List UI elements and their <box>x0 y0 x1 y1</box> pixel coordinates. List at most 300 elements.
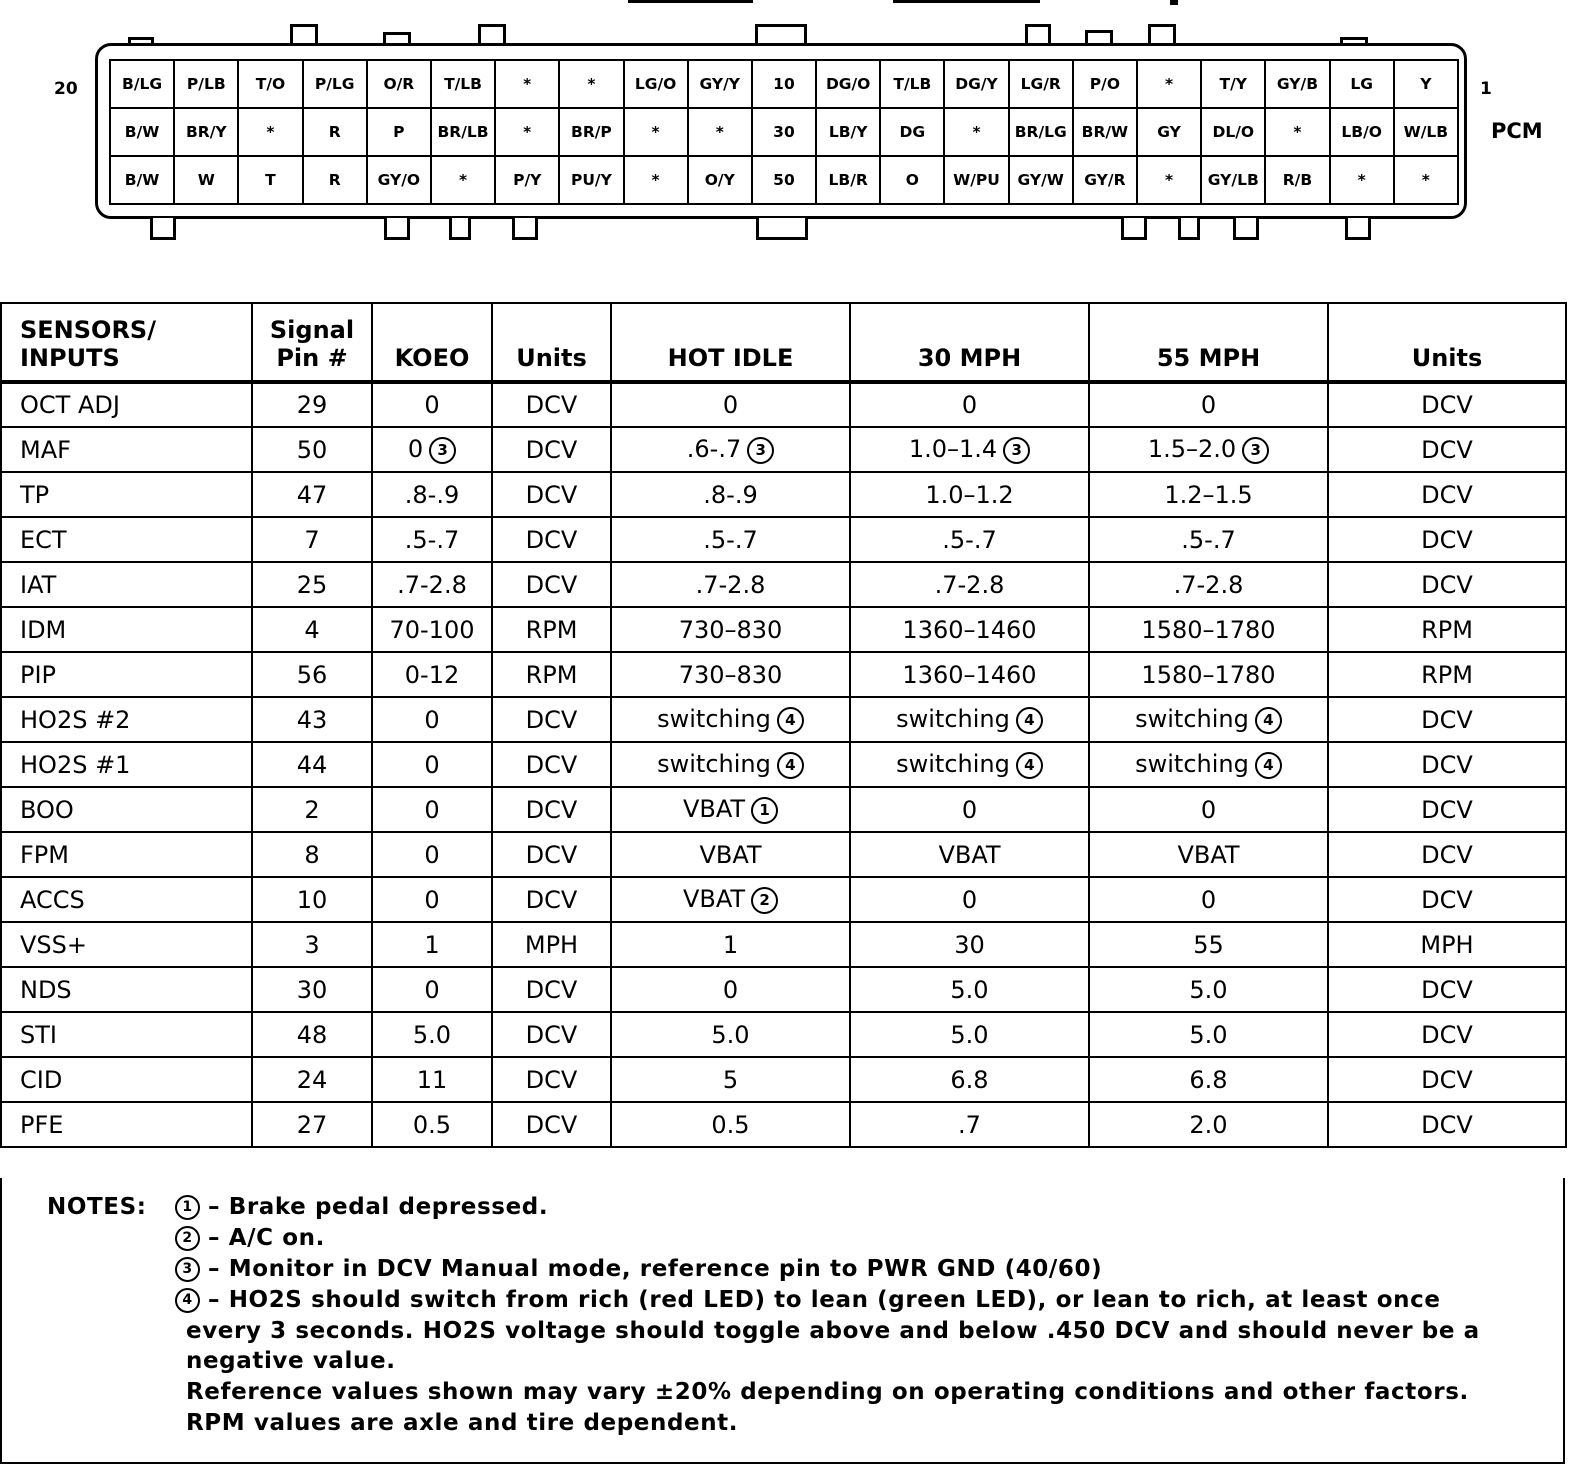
signal-pin-cell <box>252 607 372 652</box>
signal-pin: 30 <box>296 975 328 1004</box>
sensor-name-cell <box>1 562 252 607</box>
units: DCV <box>1421 1065 1473 1094</box>
koeo-value-cell <box>372 922 492 967</box>
mph55-value-cell <box>1089 517 1328 562</box>
connector-pin: BR/W <box>1074 109 1138 157</box>
connector-pin: P/Y <box>496 157 560 205</box>
table-row <box>1 922 1566 967</box>
note-ref-icon: 4 <box>1016 707 1043 734</box>
koeo-value-cell <box>372 1012 492 1057</box>
hot-idle-value-cell <box>611 472 850 517</box>
header-pin <box>252 303 372 382</box>
hot-idle-value: 0.5 <box>711 1110 750 1139</box>
mph30-value: switching <box>896 750 1010 779</box>
units-cell <box>492 1057 611 1102</box>
sensor-name-cell <box>1 517 252 562</box>
mph30-value: 5.0 <box>950 975 989 1004</box>
koeo-value: 0 <box>424 885 440 914</box>
units: DCV <box>525 840 578 869</box>
units: DCV <box>1421 705 1473 734</box>
connector-pin: BR/LB <box>432 109 496 157</box>
note-continuation: negative value. <box>186 1348 396 1374</box>
signal-pin-cell <box>252 517 372 562</box>
table-row <box>1 1012 1566 1057</box>
mph30-value-cell <box>850 427 1089 472</box>
koeo-value: 0.5 <box>412 1110 452 1139</box>
connector-pin: * <box>1138 61 1202 109</box>
mph55-value: 5.0 <box>1189 1020 1228 1049</box>
header-30-mph: 30 MPH <box>850 303 1089 382</box>
connector-tab <box>1025 24 1051 44</box>
mph30-value-cell <box>850 472 1089 517</box>
mph30-value-cell <box>850 652 1089 697</box>
table-row <box>1 382 1566 427</box>
table-row <box>1 472 1566 517</box>
units-cell <box>1328 427 1566 472</box>
units: DCV <box>525 975 578 1004</box>
header-underline <box>893 0 1040 3</box>
koeo-value: 0 <box>424 705 440 734</box>
mph55-value: VBAT <box>1177 840 1240 869</box>
mph30-value-cell <box>850 1012 1089 1057</box>
units: DCV <box>1421 840 1473 869</box>
sensor-name: ECT <box>20 525 67 554</box>
mph30-value: 0 <box>961 795 978 824</box>
units-cell <box>492 427 611 472</box>
mph55-value: 0 <box>1200 885 1217 914</box>
mph55-value: 1.2–1.5 <box>1164 480 1253 509</box>
sensor-name: VSS+ <box>20 930 87 959</box>
mph55-value-cell <box>1089 607 1328 652</box>
mph30-value-cell <box>850 742 1089 787</box>
units: DCV <box>525 885 578 914</box>
units: RPM <box>1421 615 1473 644</box>
hot-idle-value: 5 <box>722 1065 739 1094</box>
hot-idle-value-cell <box>611 742 850 787</box>
hot-idle-value: VBAT <box>682 795 746 824</box>
connector-pin: * <box>432 157 496 205</box>
header-sensors-line1: SENSORS/ <box>20 316 156 344</box>
header-hot-idle: HOT IDLE <box>611 303 850 382</box>
note-ref-icon: 3 <box>747 437 774 464</box>
units: MPH <box>1420 930 1474 959</box>
connector-pin: LB/Y <box>817 109 881 157</box>
connector-tab <box>512 218 538 240</box>
connector-tab <box>1148 24 1176 44</box>
connector-pin: * <box>689 109 753 157</box>
sensor-name: HO2S #1 <box>20 750 131 779</box>
hot-idle-value-cell <box>611 562 850 607</box>
signal-pin-cell <box>252 922 372 967</box>
note-ref-icon: 4 <box>777 752 804 779</box>
connector-pin: 50 <box>753 157 817 205</box>
hot-idle-value: switching <box>657 705 771 734</box>
note-ref-icon: 4 <box>777 707 804 734</box>
units: RPM <box>1421 660 1473 689</box>
hot-idle-value-cell <box>611 1057 850 1102</box>
mph30-value: 6.8 <box>950 1065 989 1094</box>
mph55-value: 2.0 <box>1189 1110 1228 1139</box>
header-55-mph: 55 MPH <box>1089 303 1328 382</box>
sensor-name: HO2S #2 <box>20 705 131 734</box>
table-row <box>1 1102 1566 1147</box>
mph55-value-cell <box>1089 652 1328 697</box>
sensor-name-cell <box>1 1012 252 1057</box>
sensor-name-cell <box>1 1102 252 1147</box>
mph55-value-cell <box>1089 787 1328 832</box>
koeo-value: 0 <box>407 435 424 464</box>
units: DCV <box>525 705 578 734</box>
connector-tab <box>755 24 807 44</box>
units: DCV <box>525 1020 578 1049</box>
units: DCV <box>1421 391 1473 419</box>
units-cell <box>492 742 611 787</box>
connector-tab <box>384 218 410 240</box>
connector-pin: LG <box>1331 61 1395 109</box>
units-cell <box>492 922 611 967</box>
units-cell <box>492 472 611 517</box>
mph30-value-cell <box>850 1057 1089 1102</box>
connector-pin: LG/O <box>625 61 689 109</box>
units-cell <box>1328 967 1566 1012</box>
signal-pin-cell <box>252 562 372 607</box>
connector-pin: Y <box>1395 61 1459 109</box>
units: DCV <box>1421 525 1473 554</box>
koeo-value: 0 <box>424 840 440 869</box>
units-cell <box>1328 877 1566 922</box>
koeo-value: .8-.9 <box>404 480 460 509</box>
signal-pin-cell <box>252 697 372 742</box>
koeo-value-cell <box>372 742 492 787</box>
note-ref-icon: 1 <box>751 797 778 824</box>
notes-title: NOTES: <box>47 1194 147 1220</box>
sensor-name: OCT ADJ <box>20 391 120 419</box>
connector-pin: DG/Y <box>945 61 1009 109</box>
note-ref-icon: 4 <box>1016 752 1043 779</box>
signal-pin-cell <box>252 382 372 427</box>
koeo-value: 70-100 <box>389 615 475 644</box>
connector-pin: R <box>304 109 368 157</box>
mph55-value-cell <box>1089 967 1328 1012</box>
sensor-name-cell <box>1 877 252 922</box>
units-cell <box>492 877 611 922</box>
units: DCV <box>525 391 578 419</box>
mph30-value-cell <box>850 697 1089 742</box>
units: DCV <box>525 525 578 554</box>
mph55-value: switching <box>1135 705 1249 734</box>
note-text: – Monitor in DCV Manual mode, reference pin to PWR GND (40/60) <box>208 1256 1103 1282</box>
mph55-value: 55 <box>1193 930 1224 959</box>
header-sensors <box>1 303 252 382</box>
units-cell <box>1328 382 1566 427</box>
note-continuation: RPM values are axle and tire dependent. <box>186 1410 739 1436</box>
mph30-value: 1360–1460 <box>902 615 1037 644</box>
connector-tab <box>1085 30 1113 44</box>
units: DCV <box>1421 975 1473 1004</box>
units-cell <box>492 562 611 607</box>
units-cell <box>492 382 611 427</box>
signal-pin: 44 <box>296 750 328 779</box>
connector-tab <box>150 218 176 240</box>
signal-pin-cell <box>252 427 372 472</box>
units: DCV <box>1421 1110 1473 1139</box>
units-cell <box>1328 562 1566 607</box>
connector-pin: * <box>1138 157 1202 205</box>
connector-pin: * <box>945 109 1009 157</box>
sensor-name: IDM <box>20 615 67 644</box>
units: DCV <box>1421 885 1473 914</box>
koeo-value: 0 <box>424 391 440 419</box>
header-koeo: KOEO <box>372 303 492 382</box>
mph30-value: 5.0 <box>950 1020 989 1049</box>
signal-pin: 48 <box>296 1020 328 1049</box>
table-row <box>1 562 1566 607</box>
signal-pin-cell <box>252 967 372 1012</box>
sensor-name-cell <box>1 607 252 652</box>
mph55-value: 1.5–2.0 <box>1147 435 1237 464</box>
signal-pin-cell <box>252 1057 372 1102</box>
units-cell <box>1328 517 1566 562</box>
mph30-value-cell <box>850 877 1089 922</box>
connector-pin: * <box>1395 157 1459 205</box>
connector-pin: DL/O <box>1202 109 1266 157</box>
koeo-value: 5.0 <box>412 1020 452 1049</box>
mph55-value-cell <box>1089 832 1328 877</box>
units: DCV <box>1421 1020 1473 1049</box>
sensor-name-cell <box>1 652 252 697</box>
note-number-icon: 3 <box>175 1257 200 1282</box>
units-cell <box>492 967 611 1012</box>
pin-20-label: 20 <box>54 79 78 99</box>
header-underline <box>628 0 753 3</box>
signal-pin: 25 <box>296 570 328 599</box>
note-3 <box>175 1256 1102 1282</box>
koeo-value-cell <box>372 652 492 697</box>
koeo-value-cell <box>372 832 492 877</box>
hot-idle-value: .7-2.8 <box>695 570 766 599</box>
signal-pin-cell <box>252 832 372 877</box>
connector-pin: * <box>496 61 560 109</box>
koeo-value-cell <box>372 967 492 1012</box>
note-ref-icon: 4 <box>1255 752 1282 779</box>
connector-pin: * <box>1331 157 1395 205</box>
koeo-value-cell <box>372 517 492 562</box>
hot-idle-value-cell <box>611 697 850 742</box>
connector-pin: W/PU <box>945 157 1009 205</box>
connector-pin: T/Y <box>1202 61 1266 109</box>
units-cell <box>492 787 611 832</box>
sensor-name-cell <box>1 922 252 967</box>
connector-pin: BR/Y <box>175 109 239 157</box>
units: DCV <box>525 480 578 509</box>
sensor-name-cell <box>1 382 252 427</box>
mph30-value-cell <box>850 832 1089 877</box>
note-number-icon: 4 <box>175 1288 200 1313</box>
connector-pin: P <box>368 109 432 157</box>
mph55-value: 0 <box>1200 391 1217 419</box>
note-ref-icon: 4 <box>1255 707 1282 734</box>
mph30-value-cell <box>850 1102 1089 1147</box>
note-text: – A/C on. <box>208 1225 325 1251</box>
units: DCV <box>525 795 578 824</box>
signal-pin: 3 <box>304 930 320 959</box>
mph30-value-cell <box>850 787 1089 832</box>
hot-idle-value-cell <box>611 652 850 697</box>
units-cell <box>1328 742 1566 787</box>
sensor-name: STI <box>20 1020 57 1049</box>
connector-pin: BR/LG <box>1010 109 1074 157</box>
note-ref-icon: 3 <box>429 437 456 464</box>
koeo-value: .7-2.8 <box>397 570 467 599</box>
units-cell <box>492 1102 611 1147</box>
sensor-name-cell <box>1 697 252 742</box>
units-cell <box>492 607 611 652</box>
mph30-value: 1360–1460 <box>902 660 1037 689</box>
reference-values-table <box>0 302 1567 1148</box>
units-cell <box>1328 697 1566 742</box>
sensor-name-cell <box>1 1057 252 1102</box>
connector-pin: P/O <box>1074 61 1138 109</box>
table-row <box>1 1057 1566 1102</box>
note-text: – Brake pedal depressed. <box>208 1194 549 1220</box>
koeo-value-cell <box>372 697 492 742</box>
signal-pin: 47 <box>296 480 328 509</box>
sensor-name-cell <box>1 742 252 787</box>
connector-tab <box>1121 218 1147 240</box>
units: DCV <box>525 1065 578 1094</box>
mph55-value-cell <box>1089 427 1328 472</box>
koeo-value-cell <box>372 382 492 427</box>
signal-pin: 56 <box>296 660 328 689</box>
hot-idle-value: 730–830 <box>678 660 783 689</box>
sensor-name-cell <box>1 472 252 517</box>
hot-idle-value: 730–830 <box>678 615 783 644</box>
table-row <box>1 652 1566 697</box>
connector-tab <box>756 218 808 240</box>
units-cell <box>1328 472 1566 517</box>
sensor-name-cell <box>1 787 252 832</box>
sensor-name-cell <box>1 967 252 1012</box>
connector-pin: PU/Y <box>560 157 624 205</box>
koeo-value: .5-.7 <box>404 525 460 554</box>
hot-idle-value-cell <box>611 922 850 967</box>
sensor-name: ACCS <box>20 885 85 914</box>
mph30-value-cell <box>850 607 1089 652</box>
table-header-row <box>1 303 1566 382</box>
mph30-value-cell <box>850 967 1089 1012</box>
pcm-connector-diagram <box>0 0 1576 260</box>
hot-idle-value: VBAT <box>682 885 746 914</box>
note-1 <box>175 1194 548 1220</box>
connector-pin: * <box>625 109 689 157</box>
connector-pin: GY/B <box>1266 61 1330 109</box>
table-row <box>1 967 1566 1012</box>
units: MPH <box>524 930 579 959</box>
note-ref-icon: 3 <box>1003 437 1030 464</box>
connector-pin: O/R <box>368 61 432 109</box>
sensor-name: MAF <box>20 435 71 464</box>
koeo-value-cell <box>372 427 492 472</box>
units-cell <box>1328 1012 1566 1057</box>
mph30-value: 1.0–1.4 <box>908 435 998 464</box>
connector-pin-grid <box>109 59 1459 205</box>
units: DCV <box>525 570 578 599</box>
mph30-value-cell <box>850 382 1089 427</box>
note-number-icon: 1 <box>175 1195 200 1220</box>
connector-pin: W <box>175 157 239 205</box>
mph30-value: .7-2.8 <box>934 570 1005 599</box>
mph30-value: 0 <box>961 885 978 914</box>
koeo-value: 0-12 <box>404 660 460 689</box>
mph55-value: 1580–1780 <box>1141 660 1276 689</box>
note-2 <box>175 1225 325 1251</box>
units-cell <box>1328 832 1566 877</box>
units-cell <box>1328 787 1566 832</box>
koeo-value: 0 <box>424 750 440 779</box>
connector-pin: DG <box>881 109 945 157</box>
sensor-name: TP <box>20 480 50 509</box>
hot-idle-value-cell <box>611 832 850 877</box>
sensor-name: IAT <box>20 570 57 599</box>
connector-pin: O/Y <box>689 157 753 205</box>
note-text: – HO2S should switch from rich (red LED) to lean (green LED), or lean to rich, at least once <box>208 1287 1441 1313</box>
note-4 <box>175 1287 1441 1313</box>
units: DCV <box>1421 750 1473 779</box>
hot-idle-value-cell <box>611 1102 850 1147</box>
mph30-value: 30 <box>954 930 985 959</box>
connector-tab <box>449 218 471 240</box>
header-pin-line2: Pin # <box>276 344 348 372</box>
pin-1-label: 1 <box>1480 79 1492 99</box>
table-row <box>1 427 1566 472</box>
hot-idle-value: 1 <box>722 930 739 959</box>
notes-section <box>0 1178 1565 1464</box>
units-cell <box>1328 1102 1566 1147</box>
signal-pin: 27 <box>296 1110 328 1139</box>
hot-idle-value: .6-.7 <box>686 435 742 464</box>
connector-pin: LG/R <box>1010 61 1074 109</box>
note-continuation: every 3 seconds. HO2S voltage should toggle above and below .450 DCV and should never be a <box>186 1318 1480 1344</box>
connector-pin: * <box>496 109 560 157</box>
hot-idle-value-cell <box>611 382 850 427</box>
units: DCV <box>1421 435 1473 464</box>
table-row <box>1 607 1566 652</box>
connector-pin: * <box>625 157 689 205</box>
note-ref-icon: 3 <box>1242 437 1269 464</box>
units: DCV <box>525 1110 578 1139</box>
signal-pin: 24 <box>296 1065 328 1094</box>
hot-idle-value-cell <box>611 607 850 652</box>
hot-idle-value-cell <box>611 967 850 1012</box>
connector-pin: 30 <box>753 109 817 157</box>
hot-idle-value: 0 <box>722 975 739 1004</box>
hot-idle-value: .5-.7 <box>703 525 758 554</box>
connector-pin: T/O <box>239 61 303 109</box>
units: DCV <box>1421 570 1473 599</box>
header-pin-line1: Signal <box>269 316 355 344</box>
mph30-value: 1.0–1.2 <box>925 480 1014 509</box>
units: RPM <box>525 615 578 644</box>
table-body <box>1 382 1566 1147</box>
sensor-name: FPM <box>20 840 69 869</box>
koeo-value-cell <box>372 607 492 652</box>
signal-pin-cell <box>252 1102 372 1147</box>
signal-pin: 29 <box>296 391 328 419</box>
mph55-value-cell <box>1089 1102 1328 1147</box>
connector-pin: T/LB <box>432 61 496 109</box>
signal-pin-cell <box>252 1012 372 1057</box>
connector-pin: GY/R <box>1074 157 1138 205</box>
